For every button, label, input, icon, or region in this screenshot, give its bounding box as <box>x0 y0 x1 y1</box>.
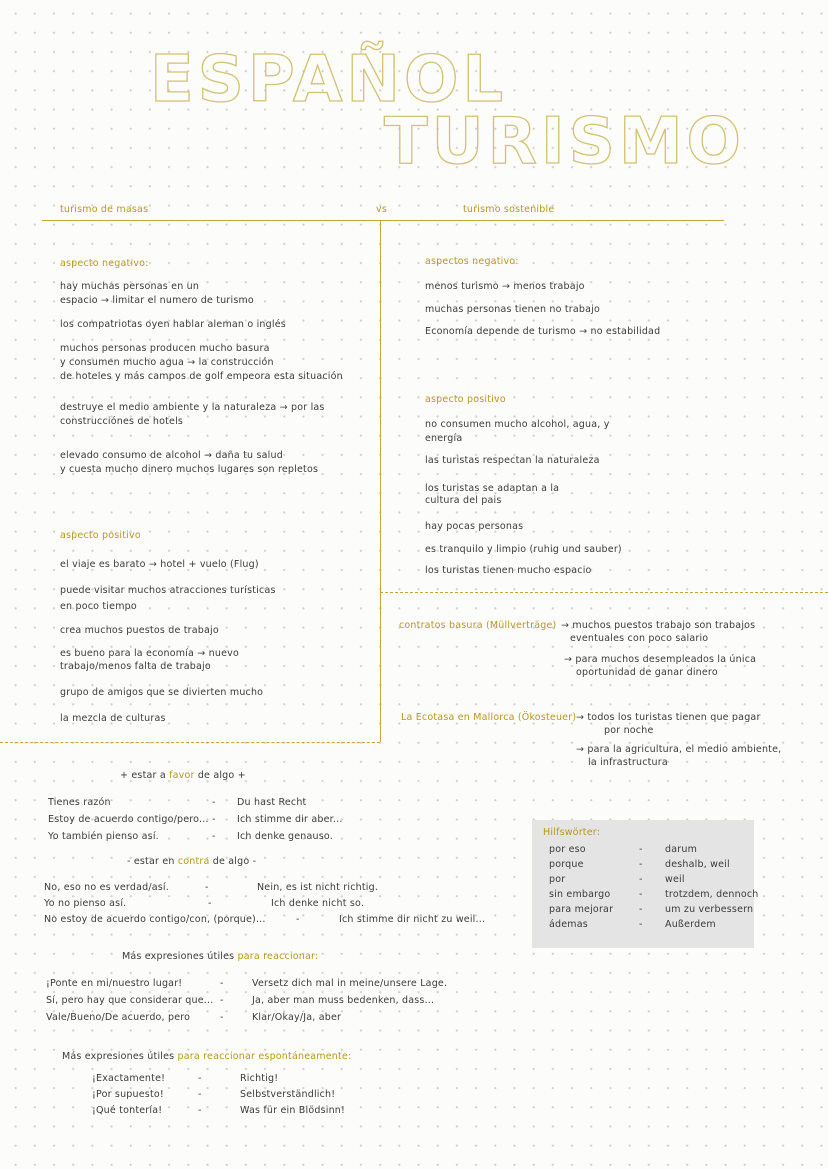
sost-pos-line: hay pocas personas <box>425 521 524 532</box>
reaccionar-dash: - <box>220 1012 224 1023</box>
sost-pos-line: no consumen mucho alcohol, agua, y <box>425 419 610 430</box>
masas-pos-line: en poco tiempo <box>60 601 137 612</box>
sost-pos-heading: aspecto positivo <box>425 394 506 405</box>
espontaneamente-de: Was für ein Blödsinn! <box>240 1105 346 1116</box>
ecotasa-line: → todos los turistas tienen que pagar <box>576 712 761 723</box>
ecotasa-line: la infrastructura <box>588 757 668 768</box>
favor-heading-keyword: favor <box>169 770 195 781</box>
espontaneamente-de: Richtig! <box>240 1073 279 1084</box>
hilfswoerter-de: um zu verbessern <box>665 904 754 915</box>
contratos-line: eventuales con poco salario <box>570 633 709 644</box>
title-turismo: TURISMO <box>384 105 745 179</box>
masas-pos-heading: aspecto positivo <box>60 530 141 541</box>
favor-dash: - <box>212 797 216 808</box>
reaccionar-heading-text: Más expresiones útiles <box>122 951 238 962</box>
hilfswoerter-es: por <box>549 874 566 885</box>
hilfswoerter-de: weil <box>665 874 685 885</box>
reaccionar-es: Vale/Bueno/De acuerdo, pero <box>46 1012 191 1023</box>
contra-de: Ich stimme dir nicht zu weil... <box>339 914 486 925</box>
contra-es: No, eso no es verdad/así. <box>44 882 169 893</box>
contratos-line: → para muchos desempleados la única <box>564 654 757 665</box>
masas-neg-line: espacio → limitar el numero de turismo <box>60 295 254 306</box>
masas-pos-line: grupo de amigos que se divierten mucho <box>60 687 264 698</box>
espontaneamente-heading <box>62 1050 351 1064</box>
header-turismo-de-masas: turismo de masas <box>60 204 149 215</box>
masas-neg-line: destruye el medio ambiente y la naturaleza → por las <box>60 402 325 413</box>
ecotasa-line: → para la agricultura, el medio ambiente, <box>576 744 782 755</box>
header-divider <box>42 220 724 221</box>
right-dash <box>380 592 828 593</box>
contra-dash: - <box>296 914 300 925</box>
column-divider <box>380 220 381 742</box>
title-espanol: ESPAÑOL <box>150 43 508 117</box>
hilfswoerter-dash: - <box>639 859 643 870</box>
favor-dash: - <box>212 831 216 842</box>
header-vs: vs <box>376 204 387 215</box>
favor-heading <box>120 769 246 783</box>
favor-de: Ich stimme dir aber... <box>237 814 343 825</box>
espontaneamente-es: ¡Exactamente! <box>92 1073 166 1084</box>
masas-neg-line: hay muchas personas en un <box>60 281 200 292</box>
masas-pos-line: la mezcla de culturas <box>60 713 166 724</box>
reaccionar-de: Versetz dich mal in meine/unsere Lage. <box>252 978 448 989</box>
sost-pos-line: es tranquilo y limpio (ruhig und sauber) <box>425 544 622 555</box>
espontaneamente-de: Selbstverständlich! <box>240 1089 336 1100</box>
favor-heading-start: + estar a <box>120 770 170 781</box>
espontaneamente-dash: - <box>198 1089 202 1100</box>
hilfswoerter-de: deshalb, weil <box>665 859 730 870</box>
sost-pos-line: energía <box>425 433 463 444</box>
reaccionar-de: Klar/Okay/Ja, aber <box>252 1012 342 1023</box>
hilfswoerter-dash: - <box>639 919 643 930</box>
reaccionar-heading-keyword: para reaccionar: <box>237 951 319 962</box>
hilfswoerter-es: porque <box>549 859 584 870</box>
hilfswoerter-dash: - <box>639 889 643 900</box>
reaccionar-de: Ja, aber man muss bedenken, dass... <box>252 995 435 1006</box>
hilfswoerter-de: trotzdem, dennoch <box>665 889 759 900</box>
masas-neg-line: los compatriotas oyen hablar aleman o inglés <box>60 319 286 330</box>
sost-neg-line: Economía depende de turismo → no estabilidad <box>425 326 661 337</box>
espontaneamente-dash: - <box>198 1105 202 1116</box>
sost-neg-line: menos turismo → menos trabajo <box>425 281 585 292</box>
reaccionar-es: Sí, pero hay que considerar que... <box>46 995 214 1006</box>
header-turismo-sostenible: turismo sostenible <box>463 204 555 215</box>
hilfswoerter-dash: - <box>639 904 643 915</box>
masas-pos-line: crea muchos puestos de trabajo <box>60 625 219 636</box>
sost-pos-line: las turistas respectan la naturaleza <box>425 455 600 466</box>
hilfswoerter-es: por eso <box>549 844 586 855</box>
masas-pos-line: puede visitar muchos atracciones turísticas <box>60 585 276 596</box>
contra-heading <box>127 855 256 869</box>
hilfswoerter-es: sin embargo <box>549 889 611 900</box>
masas-neg-line: construcciónes de hotels <box>60 416 184 427</box>
ecotasa-line: por noche <box>604 725 654 736</box>
contra-es: Yo no pienso así. <box>44 898 127 909</box>
sost-pos-line: cultura del pais <box>425 495 502 506</box>
hilfswoerter-dash: - <box>639 874 643 885</box>
favor-es: Estoy de acuerdo contigo/pero... <box>48 814 209 825</box>
masas-neg-heading: aspecto negativo: <box>60 258 149 269</box>
left-bottom-dash <box>0 742 380 743</box>
favor-es: Yo también pienso así. <box>48 831 159 842</box>
hilfswoerter-title: Hilfswörter: <box>543 827 601 838</box>
contra-de: Nein, es ist nicht richtig. <box>257 882 379 893</box>
contra-de: Ich denke nicht so. <box>271 898 365 909</box>
sost-neg-heading: aspectos negativo: <box>425 256 519 267</box>
contra-es: No estoy de acuerdo contigo/con, (porque)... <box>44 914 266 925</box>
masas-pos-line: el viaje es barato → hotel + vuelo (Flug) <box>60 559 259 570</box>
contratos-line: oportunidad de ganar dinero <box>576 667 718 678</box>
hilfswoerter-es: para mejorar <box>549 904 614 915</box>
contra-heading-start: - estar en <box>127 856 178 867</box>
sost-neg-line: muchas personas tienen no trabajo <box>425 304 600 315</box>
masas-neg-line: elevado consumo de alcohol → daña tu salud <box>60 450 283 461</box>
favor-de: Ich denke genauso. <box>237 831 333 842</box>
hilfswoerter-de: darum <box>665 844 698 855</box>
hilfswoerter-dash: - <box>639 844 643 855</box>
espontaneamente-heading-keyword: para reaccionar espontáneamente: <box>177 1051 352 1062</box>
espontaneamente-es: ¡Por supuesto! <box>92 1089 164 1100</box>
masas-neg-line: y cuesta mucho dinero muchos lugares son repletos <box>60 464 319 475</box>
favor-de: Du hast Recht <box>237 797 307 808</box>
espontaneamente-dash: - <box>198 1073 202 1084</box>
espontaneamente-es: ¡Qué tontería! <box>92 1105 163 1116</box>
reaccionar-heading <box>122 950 318 964</box>
contra-heading-keyword: contra <box>177 856 210 867</box>
masas-neg-line: de hoteles y más campos de golf empeora esta situación <box>60 371 343 382</box>
espontaneamente-heading-text: Más expresiones útiles <box>62 1051 178 1062</box>
reaccionar-es: ¡Ponte en mi/nuestro lugar! <box>46 978 183 989</box>
masas-pos-line: es bueno para la economía → nuevo <box>60 648 239 659</box>
contratos-term: contratos basura (Müllverträge) <box>399 620 557 631</box>
favor-dash: - <box>212 814 216 825</box>
ecotasa-term: La Ecotasa en Mallorca (Ökosteuer) <box>401 712 577 723</box>
contratos-line: → muchos puestos trabajo son trabajos <box>561 620 756 631</box>
reaccionar-dash: - <box>220 978 224 989</box>
favor-es: Tienes razón <box>48 797 111 808</box>
favor-heading-end: de algo + <box>194 770 246 781</box>
masas-pos-line: trabajo/menos falta de trabajo <box>60 661 211 672</box>
sost-pos-line: los turistas se adaptan a la <box>425 483 560 494</box>
masas-neg-line: y consumen mucho agua → la construcción <box>60 357 274 368</box>
reaccionar-dash: - <box>220 995 224 1006</box>
sost-pos-line: los turistas tienen mucho espacio <box>425 565 592 576</box>
contra-heading-end: de algo - <box>209 856 257 867</box>
contra-dash: - <box>205 882 209 893</box>
hilfswoerter-de: Außerdem <box>665 919 716 930</box>
contra-dash: - <box>208 898 212 909</box>
masas-neg-line: muchos personas producen mucho basura <box>60 343 270 354</box>
hilfswoerter-es: ádemas <box>549 919 588 930</box>
